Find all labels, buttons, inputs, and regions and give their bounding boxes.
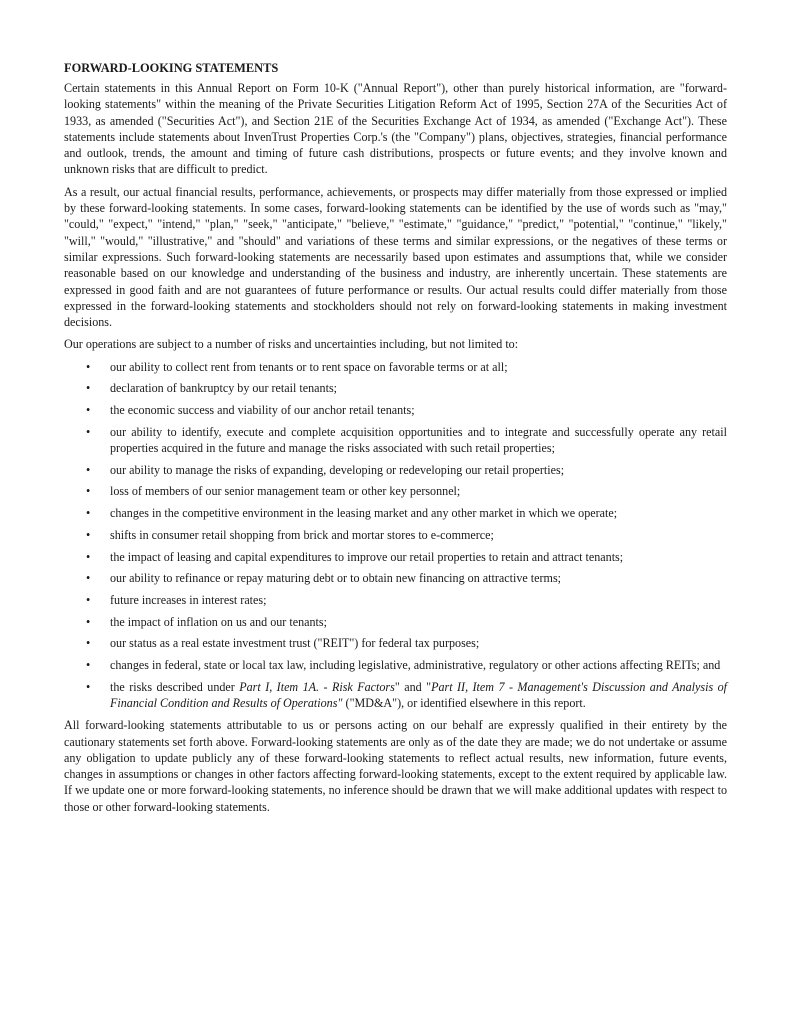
bullet-icon: • [86, 571, 91, 586]
list-item [64, 359, 727, 375]
list-item-text: our ability to collect rent from tenants or to rent space on favorable terms or at all; [110, 359, 508, 374]
closing-paragraph: All forward-looking statements attributable to us or persons acting on our behalf are expressly qualified in their entirety by the cautionary statements set forth above. Forward-looking statements are only as of the date they are made; we do not undertake or assume any obligation to update publicly any of these forward-looking statements to reflect actual results, new information, future events, changes in assumptions or changes in other factors affecting forward-looking statements, except to the extent required by applicable law. If we update one or more forward-looking statements, no inference should be drawn that we will make additional updates with respect to those or other forward-looking statements. [64, 718, 727, 814]
list-item [64, 402, 727, 418]
list-item-text: the economic success and viability of our anchor retail tenants; [110, 403, 415, 418]
bullet-icon: • [86, 592, 91, 607]
list-item-text: our ability to refinance or repay maturing debt or to obtain new financing on attractive terms; [110, 571, 562, 586]
list-item [64, 614, 727, 630]
last-risk-suffix: ("MD&A"), or identified elsewhere in this report. [342, 695, 586, 710]
list-item [64, 380, 727, 396]
last-risk-prefix: the risks described under [110, 679, 240, 694]
mdna-reference: Part II, Item 7 - Management's Discussion and Analysis of Financial Condition and Results of Operations" [110, 679, 727, 710]
bullet-icon: • [86, 657, 91, 672]
list-item-last-risk [64, 679, 727, 712]
bullet-icon: • [86, 484, 91, 499]
bullet-icon: • [86, 506, 91, 521]
list-item-text: our ability to identify, execute and complete acquisition opportunities and to integrate and successfully operate any retail properties acquired in the future and manage the risks associated with such retail properties; [110, 424, 727, 456]
list-item [64, 505, 727, 521]
list-item [64, 570, 727, 586]
intro-paragraph: Certain statements in this Annual Report on Form 10-K ("Annual Report"), other than purely historical information, are "forward-looking statements" within the meaning of the Private Securities Litigation Reform Act of 1995, Section 27A of the Securities Act of 1933, as amended ("Securities Act"), and Section 21E of the Securities Exchange Act of 1934, as amended ("Exchange Act"). These statements include statements about InvenTrust Properties Corp.'s (the "Company") plans, objectives, strategies, financial performance and outlook, trends, the amount and timing of future cash distributions, prospects or future events; and they involve known and unknown risks that are difficult to predict. [64, 81, 727, 177]
section-heading: FORWARD-LOOKING STATEMENTS [64, 61, 279, 75]
list-item [64, 527, 727, 543]
list-item [64, 424, 727, 457]
results-paragraph: As a result, our actual financial results, performance, achievements, or prospects may differ materially from those expressed or implied by these forward-looking statements. In some cases, forward-looking statements can be identified by the use of words such as "may," "could," "expect," "intend," "plan," "seek," "anticipate," "believe," "estimate," "guidance," "predict," "potential," "continue," "likely," "will," "would," "illustrative," and "should" and variations of these terms and similar expressions, or the negatives of these terms or similar expressions. Such forward-looking statements are necessarily based upon estimates and assumptions that, while we consider reasonable based on our knowledge and understanding of the business and industry, are inherently uncertain. These statements are expressed in good faith and are not guarantees of future performance or results. Our actual results could differ materially from those expressed in the forward-looking statements and stockholders should not rely on forward-looking statements in making investment decisions. [64, 184, 727, 330]
document-page [64, 60, 727, 821]
list-item-text: our status as a real estate investment trust ("REIT") for federal tax purposes; [110, 636, 480, 651]
risks-intro-paragraph: Our operations are subject to a number of risks and uncertainties including, but not limited to: [64, 337, 519, 352]
bullet-icon: • [86, 403, 91, 418]
bullet-icon: • [86, 679, 91, 694]
list-item [64, 592, 727, 608]
bullet-icon: • [86, 462, 91, 477]
list-item [64, 635, 727, 651]
list-item [64, 657, 727, 673]
bullet-icon: • [86, 549, 91, 564]
list-item-text: shifts in consumer retail shopping from brick and mortar stores to e-commerce; [110, 527, 494, 542]
last-risk-mid: " and " [394, 679, 432, 694]
list-item-text: future increases in interest rates; [110, 592, 267, 607]
list-item-text: changes in federal, state or local tax law, including legislative, administrative, regulatory or other actions affecting REITs; and [110, 657, 721, 672]
bullet-icon: • [86, 636, 91, 651]
list-item-text: loss of members of our senior management team or other key personnel; [110, 484, 461, 499]
list-item-text: declaration of bankruptcy by our retail tenants; [110, 381, 338, 396]
bullet-icon: • [86, 527, 91, 542]
list-item-text: the impact of inflation on us and our tenants; [110, 614, 327, 629]
risks-list [64, 359, 727, 712]
list-item-text: changes in the competitive environment in the leasing market and any other market in which we operate; [110, 506, 618, 521]
risk-factors-reference: Part I, Item 1A. - Risk Factors [239, 679, 395, 694]
bullet-icon: • [86, 614, 91, 629]
list-item [64, 483, 727, 499]
list-item-text: the impact of leasing and capital expenditures to improve our retail properties to retain and attract tenants; [110, 549, 624, 564]
list-item [64, 462, 727, 478]
list-item [64, 549, 727, 565]
list-item-text: our ability to manage the risks of expanding, developing or redeveloping our retail properties; [110, 462, 565, 477]
bullet-icon: • [86, 381, 91, 396]
bullet-icon: • [86, 424, 91, 439]
bullet-icon: • [86, 359, 91, 374]
